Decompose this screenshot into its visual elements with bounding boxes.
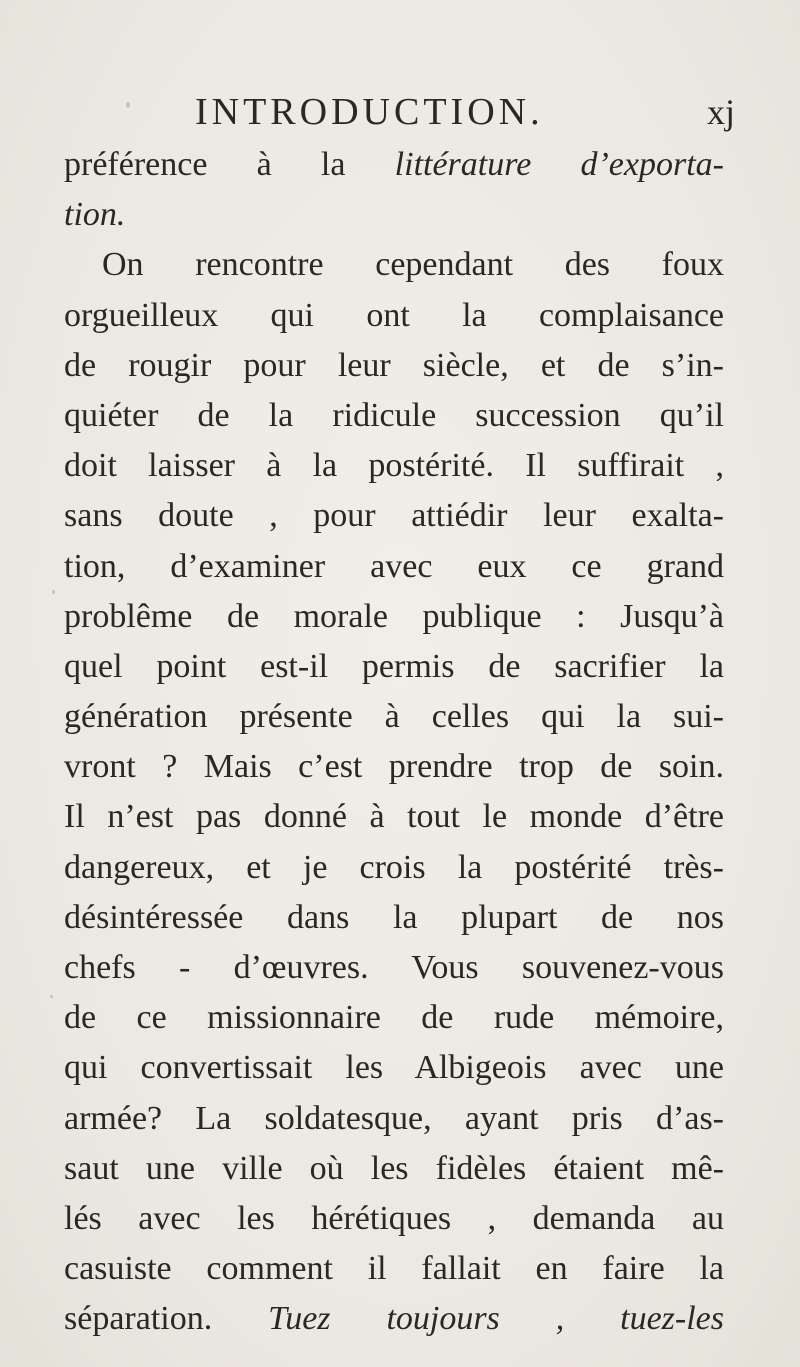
text-line: doit laisser à la postérité. Il suffirait , [64, 447, 724, 485]
text-line: qui convertissait les Albigeois avec une [64, 1049, 724, 1087]
text-line: Il n’est pas donné à tout le monde d’être [64, 798, 724, 836]
text-line: orgueilleux qui ont la complaisance [64, 296, 724, 334]
text-line: vront ? Mais c’est prendre trop de soin. [64, 748, 724, 786]
text-line: problême de morale publique : Jusqu’à [64, 597, 724, 635]
running-head [195, 88, 735, 136]
text-line: sans doute , pour attiédir leur exalta- [64, 497, 724, 535]
text-line: tion, d’examiner avec eux ce grand [64, 547, 724, 585]
text-line: quel point est-il permis de sacrifier la [64, 647, 724, 685]
text-line: armée? La soldatesque, ayant pris d’as- [64, 1099, 724, 1137]
running-title: INTRODUCTION. [195, 91, 544, 133]
paper-blemish [50, 995, 53, 998]
page-number: xj [706, 92, 735, 132]
body-text [64, 140, 724, 1345]
paper-blemish [52, 590, 55, 594]
text-line: préférence à la littérature d’exporta- [64, 146, 724, 183]
text-line: chefs - d’œuvres. Vous souvenez-vous [64, 949, 724, 986]
text-line: saut une ville où les fidèles étaient mê- [64, 1149, 724, 1187]
text-line: tion. [64, 196, 126, 234]
text-line: génération présente à celles qui la sui- [64, 698, 724, 736]
text-line: dangereux, et je crois la postérité très- [64, 848, 724, 886]
text-line: de ce missionnaire de rude mémoire, [64, 999, 724, 1037]
text-line: quiéter de la ridicule succession qu’il [64, 396, 724, 434]
text-line: de rougir pour leur siècle, et de s’in- [64, 346, 724, 384]
text-line: séparation. Tuez toujours , tuez-les [64, 1300, 725, 1338]
text-line: lés avec les hérétiques , demanda au [64, 1199, 724, 1237]
text-line: On rencontre cependant des foux [102, 246, 724, 284]
text-line: casuiste comment il fallait en faire la [64, 1250, 724, 1288]
text-line: désintéressée dans la plupart de nos [64, 898, 724, 936]
paper-blemish [126, 102, 130, 108]
